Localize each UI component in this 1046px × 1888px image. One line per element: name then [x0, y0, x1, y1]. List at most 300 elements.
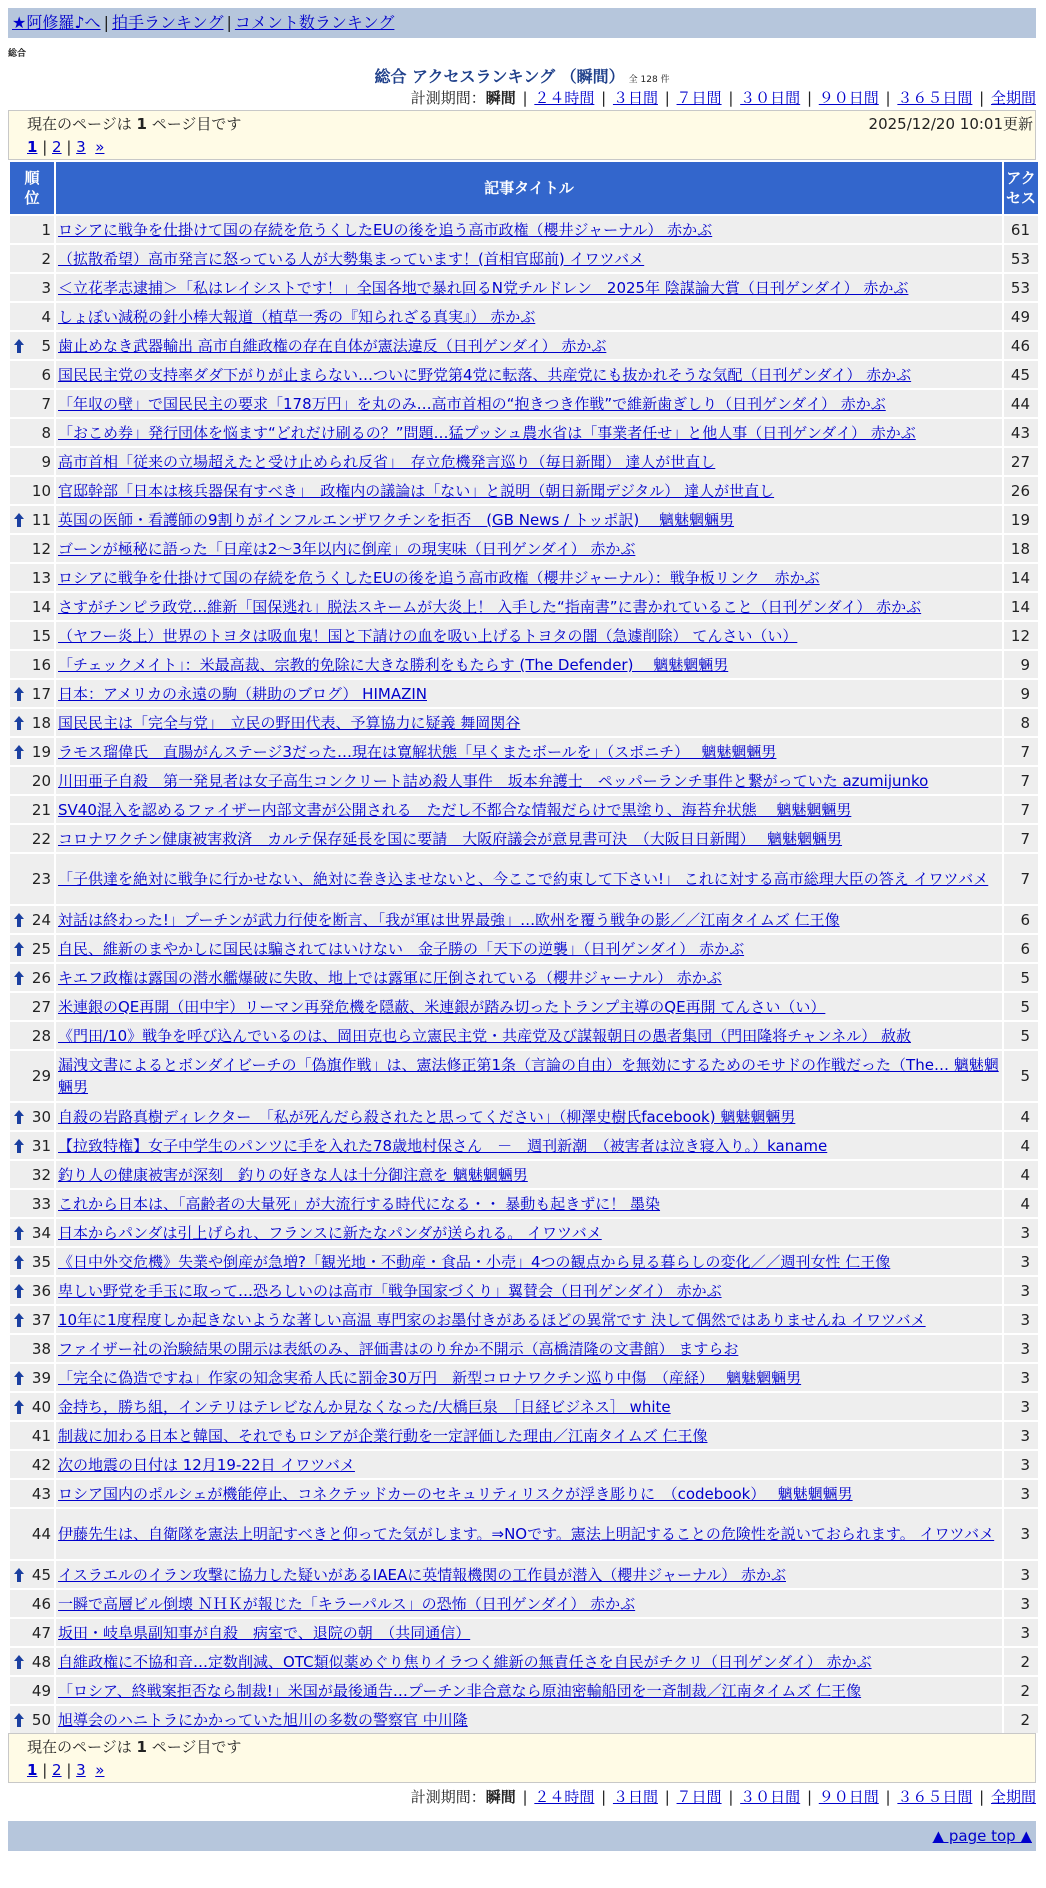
period-option-0[interactable]: ２４時間: [534, 89, 595, 107]
title-cell: [56, 854, 1002, 904]
access-count: 6: [1004, 935, 1038, 962]
table-row: [10, 303, 1038, 330]
rank-cell: [10, 738, 54, 765]
rank-number: 14: [31, 597, 51, 616]
rank-number: 42: [31, 1455, 51, 1474]
access-count: 2: [1004, 1677, 1038, 1704]
title-cell: [56, 1561, 1002, 1588]
rank-up-arrow-icon: [13, 715, 25, 731]
title-cell: [56, 1022, 1002, 1049]
table-row: [10, 1022, 1038, 1049]
table-row: [10, 1619, 1038, 1646]
title-cell: [56, 506, 1002, 533]
title-cell: [56, 245, 1002, 272]
header-access: アクセス: [1004, 162, 1038, 214]
title-row: [8, 64, 1036, 86]
article-title-link[interactable]: 「おこめ券」発行団体を悩ます“どれだけ刷るの？”問題…猛プッシュ農水省は「事業者任せ」と他人事（日刊ゲンダイ） 赤かぶ: [58, 423, 916, 442]
table-row: [10, 1509, 1038, 1559]
title-cell: [56, 1480, 1002, 1507]
article-title-link[interactable]: 「完全に偽造ですね」作家の知念実希人氏に罰金30万円 新型コロナワクチン巡り中傷 （産経） 魑魅魍魎男: [58, 1368, 802, 1387]
rank-number: 5: [41, 336, 51, 355]
table-row: [10, 419, 1038, 446]
article-title-link[interactable]: 《門田/10》戦争を呼び込んでいるのは、岡田克也ら立憲民主党・共産党及び謀報朝日の愚者集団（門田隆将チャンネル） 赦赦: [58, 1026, 912, 1045]
access-count: 49: [1004, 303, 1038, 330]
title-cell: [56, 1190, 1002, 1217]
access-count: 12: [1004, 622, 1038, 649]
access-count: 44: [1004, 390, 1038, 417]
title-cell: [56, 1422, 1002, 1449]
page-separator: [86, 1761, 96, 1779]
rank-number: 45: [31, 1565, 51, 1584]
rank-number: 41: [31, 1426, 51, 1445]
title-cell: [56, 1132, 1002, 1159]
updated-timestamp: 2025/12/20 10:01更新: [868, 115, 1033, 133]
period-label: 計測期間：: [410, 1788, 486, 1806]
table-row: [10, 738, 1038, 765]
table-row: [10, 1277, 1038, 1304]
title-cell: [56, 332, 1002, 359]
article-title-link[interactable]: 高市首相「従来の立場超えたと受け止められ反省」 存立危機発言巡り（毎日新聞） 達人が世直し: [58, 452, 716, 471]
table-row: [10, 1393, 1038, 1420]
rank-cell: [10, 1451, 54, 1478]
period-separator: |: [723, 1788, 739, 1806]
access-count: 4: [1004, 1132, 1038, 1159]
period-separator: |: [974, 1788, 989, 1806]
rank-cell: [10, 1190, 54, 1217]
title-cell: [56, 709, 1002, 736]
table-row: [10, 564, 1038, 591]
table-row: [10, 622, 1038, 649]
access-count: 8: [1004, 709, 1038, 736]
top-nav: [8, 8, 1036, 38]
page-info-suffix: ページ目です: [146, 1738, 242, 1756]
title-cell: [56, 593, 1002, 620]
article-title-link[interactable]: キエフ政権は露国の潜水艦爆破に失敗、地上では露軍に圧倒されている（櫻井ジャーナル） 赤かぶ: [58, 968, 722, 987]
period-separator: |: [517, 89, 533, 107]
access-count: 45: [1004, 361, 1038, 388]
period-separator: |: [880, 1788, 896, 1806]
period-option-5[interactable]: ３６５日間: [897, 1788, 973, 1806]
rank-cell: [10, 767, 54, 794]
rank-cell: [10, 1103, 54, 1130]
access-count: 46: [1004, 332, 1038, 359]
rank-cell: [10, 303, 54, 330]
rank-cell: [10, 506, 54, 533]
nav-separator: |: [226, 13, 232, 32]
page-info-number: 1: [136, 1738, 147, 1756]
rank-up-arrow-icon: [13, 970, 25, 986]
rank-cell: [10, 564, 54, 591]
article-title-link[interactable]: これから日本は、「高齢者の大量死」が大流行する時代になる・・ 暴動も起きずに！ 墨染: [58, 1194, 661, 1213]
table-row: [10, 1248, 1038, 1275]
table-row: [10, 796, 1038, 823]
article-title-link[interactable]: 《日中外交危機》失業や倒産が急増?「観光地・不動産・食品・小売」4つの観点から見る暮らしの変化／／週刊女性 仁王像: [58, 1252, 891, 1271]
period-option-4[interactable]: ９０日間: [818, 1788, 879, 1806]
article-title-link[interactable]: 日本からパンダは引上げられ、フランスに新たなパンダが送られる。 イワツバメ: [58, 1223, 602, 1242]
access-count: 18: [1004, 535, 1038, 562]
access-count: 3: [1004, 1509, 1038, 1559]
article-title-link[interactable]: 10年に1度程度しか起きないような著しい高温 専門家のお墨付きがあるほどの異常です 決して偶然ではありませんね イワツバメ: [58, 1310, 926, 1329]
page-link[interactable]: 2: [52, 138, 62, 156]
title-cell: [56, 1277, 1002, 1304]
page-links: [27, 136, 1033, 159]
article-title-link[interactable]: ファイザー社の治験結果の開示は表紙のみ、評価書はのり弁か不開示（高橋清隆の文書館） ますらお: [58, 1339, 739, 1358]
access-count: 14: [1004, 593, 1038, 620]
article-title-link[interactable]: 自民、維新のまやかしに国民は騙されてはいけない 金子勝の「天下の逆襲」（日刊ゲンダイ） 赤かぶ: [58, 939, 745, 958]
rank-cell: [10, 332, 54, 359]
article-title-link[interactable]: しょぼい減税の針小棒大報道（植草一秀の『知られざる真実』） 赤かぶ: [58, 307, 536, 326]
rank-number: 24: [31, 910, 51, 929]
period-option-1[interactable]: ３日間: [612, 1788, 658, 1806]
rank-number: 10: [31, 481, 51, 500]
page-link[interactable]: 3: [76, 138, 86, 156]
rank-cell: [10, 593, 54, 620]
period-option-4[interactable]: ９０日間: [818, 89, 879, 107]
table-row: [10, 1677, 1038, 1704]
rank-cell: [10, 1248, 54, 1275]
page-next-link[interactable]: »: [95, 138, 105, 156]
rank-up-arrow-icon: [13, 338, 25, 354]
article-title-link[interactable]: ラモス瑠偉氏 直腸がんステージ3だった…現在は寛解状態「早くまたボールを」（スポニチ） 魑魅魍魎男: [58, 742, 777, 761]
ranking-body: [10, 216, 1038, 1733]
article-title-link[interactable]: ロシアに戦争を仕掛けて国の存続を危うくしたEUの後を追う高市政権（櫻井ジャーナル）：戦争板リンク 赤かぶ: [58, 568, 820, 587]
period-separator: |: [974, 89, 989, 107]
rank-up-arrow-icon: [13, 1225, 25, 1241]
page-info-prefix: 現在のページは: [27, 1738, 137, 1756]
table-row: [10, 935, 1038, 962]
table-row: [10, 680, 1038, 707]
rank-up-arrow-icon: [13, 1283, 25, 1299]
article-title-link[interactable]: （拡散希望）高市発言に怒っている人が大勢集まっています！(首相官邸前) イワツバメ: [58, 249, 645, 268]
rank-number: 1: [41, 220, 51, 239]
header-title: 記事タイトル: [56, 162, 1002, 214]
table-row: [10, 1219, 1038, 1246]
rank-number: 32: [31, 1165, 51, 1184]
table-row: [10, 1161, 1038, 1188]
rank-number: 44: [31, 1525, 51, 1543]
table-row: [10, 216, 1038, 243]
title-cell: [56, 1677, 1002, 1704]
rank-number: 3: [41, 278, 51, 297]
article-title-link[interactable]: （ヤフー炎上）世界のトヨタは吸血鬼！国と下請けの血を吸い上げるトヨタの闇（急遽削除） てんさい（い）: [58, 626, 798, 645]
table-row: [10, 361, 1038, 388]
article-title-link[interactable]: 国民民主党の支持率ダダ下がりが止まらない…ついに野党第4党に転落、共産党にも抜かれそうな気配（日刊ゲンダイ） 赤かぶ: [58, 365, 912, 384]
rank-cell: [10, 1480, 54, 1507]
title-cell: [56, 1161, 1002, 1188]
title-cell: [56, 651, 1002, 678]
access-count: 3: [1004, 1451, 1038, 1478]
period-option-6[interactable]: 全期間: [990, 1788, 1036, 1806]
table-row: [10, 1706, 1038, 1733]
access-count: 3: [1004, 1393, 1038, 1420]
period-separator: |: [802, 1788, 817, 1806]
page-link[interactable]: 3: [76, 1761, 86, 1779]
period-separator: |: [659, 1788, 675, 1806]
access-count: 26: [1004, 477, 1038, 504]
table-row: [10, 448, 1038, 475]
rank-number: 36: [31, 1281, 51, 1300]
rank-number: 15: [31, 626, 51, 645]
rank-cell: [10, 622, 54, 649]
access-count: 7: [1004, 854, 1038, 904]
period-option-3[interactable]: ３０日間: [740, 89, 801, 107]
article-title-link[interactable]: 英国の医師・看護師の9割りがインフルエンザワクチンを拒否 (GB News / トッポ訳) 魑魅魍魎男: [58, 510, 735, 529]
table-row: [10, 390, 1038, 417]
table-row: [10, 651, 1038, 678]
rank-number: 20: [31, 771, 51, 790]
access-count: 3: [1004, 1248, 1038, 1275]
rank-cell: [10, 390, 54, 417]
article-title-link[interactable]: 金持ち，勝ち組，インテリはテレビなんか見なくなった/大橋巨泉 ［日経ビジネス］ white: [58, 1397, 671, 1416]
article-title-link[interactable]: 歯止めなき武器輸出 高市自維政権の存在自体が憲法違反（日刊ゲンダイ） 赤かぶ: [58, 336, 607, 355]
article-title-link[interactable]: 川田亜子自殺 第一発見者は女子高生コンクリート詰め殺人事件 坂本弁護士 ペッパーランチ事件と繋がっていた azumijunko: [58, 771, 929, 790]
title-cell: [56, 448, 1002, 475]
access-count: 19: [1004, 506, 1038, 533]
page-info: [27, 1736, 1033, 1759]
article-title-link[interactable]: 自維政権に不協和音…定数削減、OTC類似薬めぐり焦りイラつく維新の無責任さを自民がチクリ（日刊ゲンダイ） 赤かぶ: [58, 1652, 872, 1671]
article-title-link[interactable]: イスラエルのイラン攻撃に協力した疑いがあるIAEAに英情報機関の工作員が潜入（櫻井ジャーナル） 赤かぶ: [58, 1565, 786, 1584]
access-count: 27: [1004, 448, 1038, 475]
access-count: 9: [1004, 651, 1038, 678]
access-count: 3: [1004, 1219, 1038, 1246]
access-count: 3: [1004, 1561, 1038, 1588]
rank-cell: [10, 680, 54, 707]
rank-up-arrow-icon: [13, 1370, 25, 1386]
rank-cell: [10, 535, 54, 562]
rank-cell: [10, 709, 54, 736]
rank-number: 34: [31, 1223, 51, 1242]
ranking-table: [8, 160, 1040, 1735]
rank-cell: [10, 1509, 54, 1559]
article-title-link[interactable]: さすがチンピラ政党…維新「国保逃れ」脱法スキームが大炎上！ 入手した“指南書”に書かれていること（日刊ゲンダイ） 赤かぶ: [58, 597, 922, 616]
access-count: 61: [1004, 216, 1038, 243]
rank-number: 28: [31, 1026, 51, 1045]
rank-cell: [10, 245, 54, 272]
article-title-link[interactable]: 制裁に加わる日本と韓国、それでもロシアが企業行動を一定評価した理由／江南タイムズ 仁王像: [58, 1426, 708, 1445]
table-row: [10, 1132, 1038, 1159]
article-title-link[interactable]: 卑しい野党を手玉に取って…恐ろしいのは高市「戦争国家づくり」翼賛会（日刊ゲンダイ） 赤かぶ: [58, 1281, 722, 1300]
page-separator: |: [37, 1761, 53, 1779]
article-title-link[interactable]: 米連銀のQE再開（田中宇）リーマン再発危機を隠蔽、米連銀が踏み切ったトランプ主導のQE再開 てんさい（い）: [58, 997, 826, 1016]
rank-number: 49: [31, 1681, 51, 1700]
title-cell: [56, 964, 1002, 991]
rank-cell: [10, 1277, 54, 1304]
rank-cell: [10, 854, 54, 904]
period-option-2[interactable]: ７日間: [676, 1788, 722, 1806]
period-separator: |: [880, 89, 896, 107]
rank-cell: [10, 993, 54, 1020]
access-count: 4: [1004, 1161, 1038, 1188]
rank-cell: [10, 419, 54, 446]
rank-cell: [10, 825, 54, 852]
rank-cell: [10, 1648, 54, 1675]
title-cell: [56, 993, 1002, 1020]
rank-number: 12: [31, 539, 51, 558]
period-selector-top: [8, 86, 1036, 110]
article-title-link[interactable]: 一瞬で高層ビル倒壊 ＮＨＫが報じた「キラーパルス」の恐怖（日刊ゲンダイ） 赤かぶ: [58, 1594, 636, 1613]
page-link-current[interactable]: 1: [27, 138, 38, 156]
access-count: 3: [1004, 1590, 1038, 1617]
table-row: [10, 1561, 1038, 1588]
rank-cell: [10, 1393, 54, 1420]
table-row: [10, 1480, 1038, 1507]
rank-cell: [10, 448, 54, 475]
access-count: 2: [1004, 1648, 1038, 1675]
table-row: [10, 1103, 1038, 1130]
access-count: 7: [1004, 767, 1038, 794]
rank-number: 4: [41, 307, 51, 326]
rank-cell: [10, 274, 54, 301]
rank-number: 37: [31, 1310, 51, 1329]
rank-cell: [10, 477, 54, 504]
article-title-link[interactable]: 「ロシア、終戦案拒否なら制裁!」米国が最後通告…プーチン非合意なら原油密輸船団を一斉制裁／江南タイムズ 仁王像: [58, 1681, 862, 1700]
article-title-link[interactable]: ゴーンが極秘に語った「日産は2～3年以内に倒産」の現実味（日刊ゲンダイ） 赤かぶ: [58, 539, 636, 558]
title-cell: [56, 1335, 1002, 1362]
title-cell: [56, 535, 1002, 562]
title-cell: [56, 767, 1002, 794]
table-header-row: [10, 162, 1038, 214]
period-selector-bottom: [8, 1785, 1036, 1809]
article-title-link[interactable]: 国民民主は「完全与党」 立民の野田代表、予算協力に疑義 舞岡関谷: [58, 713, 521, 732]
page-title: 総合 アクセスランキング （瞬間）: [374, 67, 625, 86]
rank-number: 29: [31, 1067, 51, 1085]
page-info-number: 1: [136, 115, 147, 133]
rank-up-arrow-icon: [13, 1712, 25, 1728]
table-row: [10, 1590, 1038, 1617]
rank-number: 30: [31, 1107, 51, 1126]
article-title-link[interactable]: 坂田・岐阜県副知事が自殺 病室で、退院の朝 （共同通信）: [58, 1623, 471, 1642]
article-title-link[interactable]: 次の地震の日付は 12月19-22日 イワツバメ: [58, 1455, 355, 1474]
table-row: [10, 1051, 1038, 1101]
access-count: 7: [1004, 796, 1038, 823]
table-row: [10, 1364, 1038, 1391]
period-option-3[interactable]: ３０日間: [740, 1788, 801, 1806]
rank-number: 38: [31, 1339, 51, 1358]
page-link[interactable]: 2: [52, 1761, 62, 1779]
rank-number: 18: [31, 713, 51, 732]
page-top-link[interactable]: ▲ page top ▲: [932, 1827, 1032, 1845]
rank-number: 31: [31, 1136, 51, 1155]
rank-number: 40: [31, 1397, 51, 1416]
header-rank: 順位: [10, 162, 54, 214]
table-row: [10, 1306, 1038, 1333]
article-title-link[interactable]: 日本：アメリカの永遠の駒（耕助のブログ） HIMAZIN: [58, 684, 427, 703]
article-title-link[interactable]: 官邸幹部「日本は核兵器保有すべき」 政権内の議論は「ない」と説明（朝日新聞デジタル） 達人が世直し: [58, 481, 775, 500]
article-title-link[interactable]: ロシア国内のポルシェが機能停止、コネクテッドカーのセキュリティリスクが浮き彫りに （codebook） 魑魅魍魎男: [58, 1484, 853, 1503]
article-title-link[interactable]: 対話は終わった!」プーチンが武力行使を断言、「我が軍は世界最強」…欧州を覆う戦争の影／／江南タイムズ 仁王像: [58, 910, 840, 929]
period-option-1[interactable]: ３日間: [612, 89, 658, 107]
rank-up-arrow-icon: [13, 1109, 25, 1125]
rank-up-arrow-icon: [13, 941, 25, 957]
title-cell: [56, 680, 1002, 707]
article-title-link[interactable]: 「年収の壁」で国民民主の要求「178万円」を丸のみ…高市首相の“抱きつき作戦”で維新歯ぎしり（日刊ゲンダイ） 赤かぶ: [58, 394, 886, 413]
article-title-link[interactable]: ロシアに戦争を仕掛けて国の存続を危うくしたEUの後を追う高市政権（櫻井ジャーナル） 赤かぶ: [58, 220, 713, 239]
article-title-link[interactable]: 伊藤先生は、自衛隊を憲法上明記すべきと仰ってた気がします。⇒NOです。憲法上明記することの危険性を説いておられます。 イワツバメ: [58, 1525, 995, 1543]
title-cell: [56, 1648, 1002, 1675]
rank-cell: [10, 1561, 54, 1588]
access-count: 3: [1004, 1277, 1038, 1304]
title-cell: [56, 1509, 1002, 1559]
period-option-6[interactable]: 全期間: [990, 89, 1036, 107]
rank-cell: [10, 1132, 54, 1159]
rank-cell: [10, 1022, 54, 1049]
article-title-link[interactable]: SV40混入を認めるファイザー内部文書が公開される ただし不都合な情報だらけで黒塗り、海苔弁状態 魑魅魍魎男: [58, 800, 852, 819]
article-title-link[interactable]: 自殺の岩路真樹ディレクター 「私が死んだら殺されたと思ってください」（柳澤史樹氏facebook) 魑魅魍魎男: [58, 1107, 796, 1126]
table-row: [10, 854, 1038, 904]
table-row: [10, 593, 1038, 620]
article-title-link[interactable]: 「チェックメイト」：米最高裁、宗教的免除に大きな勝利をもたらす (The Defender) 魑魅魍魎男: [58, 655, 729, 674]
rank-up-arrow-icon: [13, 686, 25, 702]
period-option-0[interactable]: ２４時間: [534, 1788, 595, 1806]
title-cell: [56, 274, 1002, 301]
article-title-link[interactable]: ＜立花孝志逮捕＞「私はレイシストです！」全国各地で暴れ回るN党チルドレン 2025年 陰謀論大賞（日刊ゲンダイ） 赤かぶ: [58, 278, 909, 297]
title-cell: [56, 1051, 1002, 1101]
article-title-link[interactable]: コロナワクチン健康被害救済 カルテ保存延長を国に要請 大阪府議会が意見書可決 （大阪日日新聞） 魑魅魍魎男: [58, 829, 843, 848]
rank-up-arrow-icon: [13, 1254, 25, 1270]
period-separator: |: [596, 1788, 611, 1806]
period-separator: |: [517, 1788, 533, 1806]
article-title-link[interactable]: 釣り人の健康被害が深刻 釣りの好きな人は十分御注意を 魑魅魍魎男: [58, 1165, 528, 1184]
title-cell: [56, 303, 1002, 330]
period-option-2[interactable]: ７日間: [676, 89, 722, 107]
period-current: 瞬間: [485, 89, 516, 107]
rank-cell: [10, 1706, 54, 1733]
page-separator: [86, 138, 96, 156]
access-count: 5: [1004, 1022, 1038, 1049]
article-title-link[interactable]: 「子供達を絶対に戦争に行かせない、絶対に巻き込ませないと、今ここで約束して下さい!」 これに対する高市総理大臣の答え イワツバメ: [58, 870, 989, 888]
rank-cell: [10, 964, 54, 991]
title-cell: [56, 1219, 1002, 1246]
period-option-5[interactable]: ３６５日間: [897, 89, 973, 107]
title-cell: [56, 1451, 1002, 1478]
rank-number: 47: [31, 1623, 51, 1642]
article-title-link[interactable]: 漏洩文書によるとボンダイビーチの「偽旗作戦」は、憲法修正第1条（言論の自由）を無効にするためのモサドの作戦だった（The… 魑魅魍魎男: [58, 1056, 999, 1096]
article-title-link[interactable]: 旭導会のハニトラにかかっていた旭川の多数の警察官 中川隆: [58, 1710, 468, 1729]
table-row: [10, 1422, 1038, 1449]
access-count: 5: [1004, 1051, 1038, 1101]
link-ashura-home[interactable]: ★阿修羅♪へ: [12, 13, 101, 32]
rank-cell: [10, 651, 54, 678]
table-row: [10, 1190, 1038, 1217]
link-clap-ranking[interactable]: 拍手ランキング: [111, 13, 224, 32]
rank-number: 17: [31, 684, 51, 703]
title-cell: [56, 825, 1002, 852]
rank-number: 7: [41, 394, 51, 413]
table-row: [10, 332, 1038, 359]
rank-number: 27: [31, 997, 51, 1016]
rank-number: 2: [41, 249, 51, 268]
period-current: 瞬間: [485, 1788, 516, 1806]
table-row: [10, 906, 1038, 933]
table-row: [10, 477, 1038, 504]
page-link-current[interactable]: 1: [27, 1761, 38, 1779]
page-info-prefix: 現在のページは: [27, 115, 137, 133]
rank-number: 46: [31, 1594, 51, 1613]
page-separator: |: [37, 138, 53, 156]
page-next-link[interactable]: »: [95, 1761, 105, 1779]
period-label: 計測期間：: [410, 89, 486, 107]
link-comment-ranking[interactable]: コメント数ランキング: [234, 13, 395, 32]
section-label: 総合: [8, 49, 27, 59]
pager-bottom: [8, 1733, 1036, 1783]
rank-cell: [10, 1364, 54, 1391]
title-cell: [56, 796, 1002, 823]
article-title-link[interactable]: 【拉致特権】女子中学生のパンツに手を入れた78歳地村保さん － 週刊新潮 （被害者は泣き寝入り。）kaname: [58, 1136, 828, 1155]
rank-cell: [10, 1335, 54, 1362]
rank-up-arrow-icon: [13, 1138, 25, 1154]
access-count: 4: [1004, 1190, 1038, 1217]
rank-up-arrow-icon: [13, 512, 25, 528]
